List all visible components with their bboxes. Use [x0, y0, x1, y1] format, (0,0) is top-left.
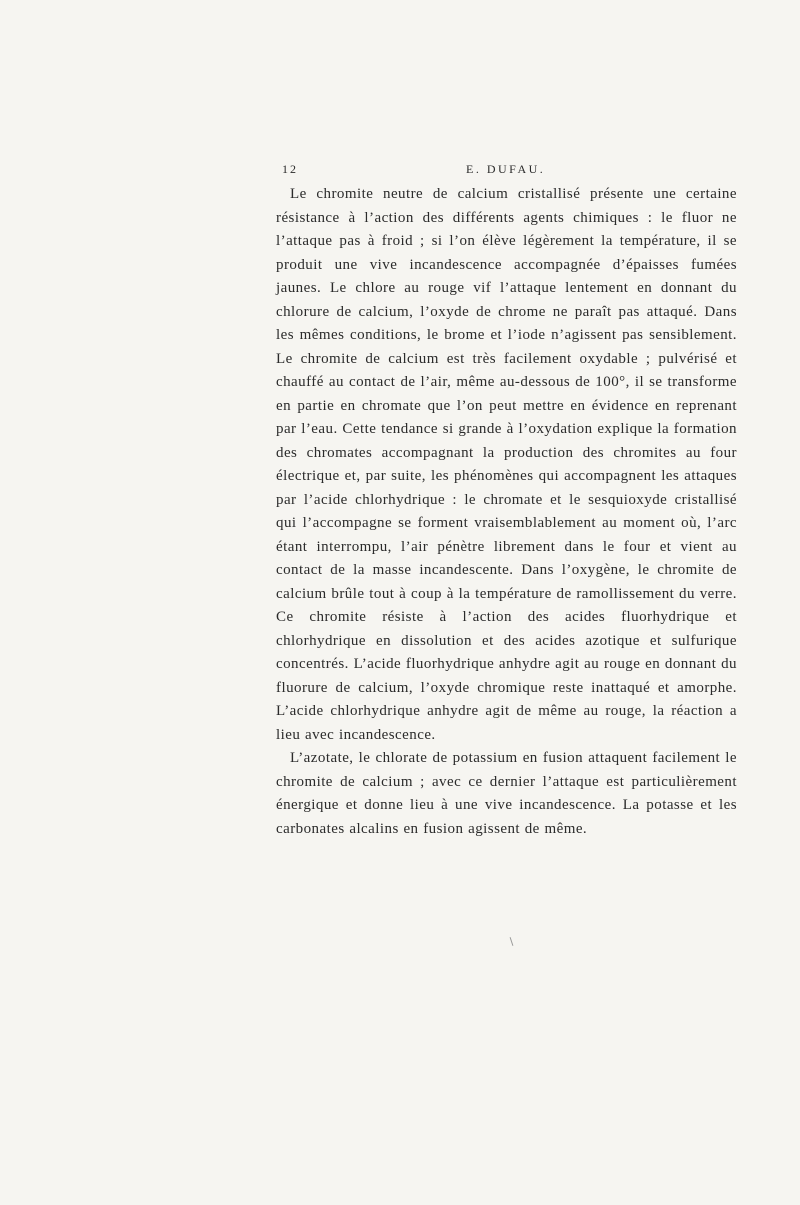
running-head — [282, 162, 736, 182]
paragraph: L’azotate, le chlorate de potassium en fusion attaquent facilement le chromite de calcium ; avec ce dernier l’attaque est particulièrement énergique et donne lieu à une vive incandescence. La potasse et les carbonates alcalins en fusion agissent de même. — [276, 750, 737, 837]
body-text — [276, 183, 737, 841]
paragraph: Le chromite neutre de calcium cristallisé présente une certaine résistance à l’action des différents agents chimiques : le fluor ne l’attaque pas à froid ; si l’on élève légèrement la température, il se produit une vive incandescence accompagnée d’épaisses fumées jaunes. Le chlore au rouge vif l’attaque lentement en donnant du chlorure de calcium, l’oxyde de chrome ne paraît pas attaqué. Dans les mêmes conditions, le brome et l’iode n’agissent pas sensiblement. Le chromite de calcium est très facilement oxydable ; pulvérisé et chauffé au contact de l’air, même au-dessous de 100°, il se transforme en partie en chromate que l’on peut mettre en évidence en reprenant par l’eau. Cette tendance si grande à l’oxydation explique la formation des chromates accompagnant la production des chromites au four électrique et, par suite, les phénomènes qui accompagnent les attaques par l’acide chlorhydrique : le chromate et le sesquioxyde cristallisé qui l’accompagne se forment vraisemblablement au moment où, l’arc étant interrompu, l’air pénètre librement dans le four et vient au contact de la masse incandescente. Dans l’oxygène, le chromite de calcium brûle tout à coup à la température de ramollissement du verre. Ce chromite résiste à l’action des acides fluorhydrique et chlorhydrique en dissolution et des acides azotique et sulfurique concentrés. L’acide fluorhydrique anhydre agit au rouge en donnant du fluorure de calcium, l’oxyde chromique reste inattaqué et amorphe. L’acide chlorhydrique anhydre agit de même au rouge, la réaction a lieu avec incandescence. — [276, 186, 737, 743]
running-head-author: E. DUFAU. — [466, 162, 546, 176]
page-number: 12 — [282, 162, 298, 176]
print-mark — [510, 937, 514, 946]
